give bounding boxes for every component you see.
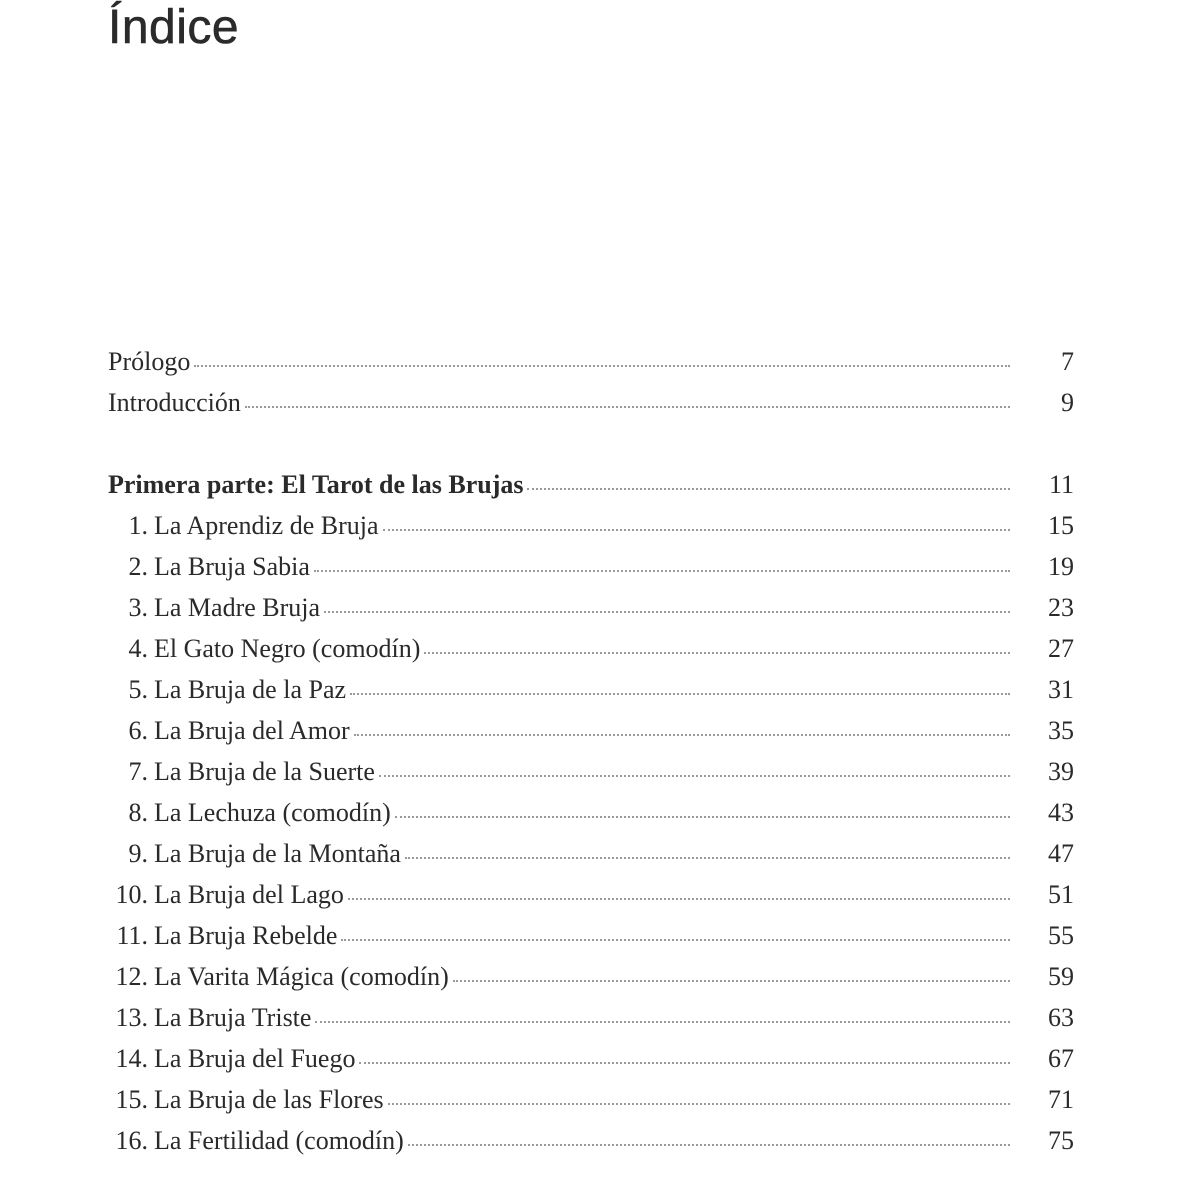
chapter-number: 9.	[128, 839, 148, 868]
chapter-number: 10.	[115, 880, 148, 909]
toc-chapter-entry	[108, 587, 1074, 628]
dot-leader	[453, 980, 1010, 982]
chapter-number: 4.	[128, 634, 148, 663]
chapter-number: 3.	[128, 593, 148, 622]
chapter-title: La Bruja del Lago	[154, 880, 344, 909]
chapter-number: 15.	[115, 1085, 148, 1114]
toc-chapter-entry	[108, 1038, 1074, 1079]
chapter-page: 39	[1048, 757, 1074, 786]
toc-chapter-entry	[108, 628, 1074, 669]
chapter-page: 19	[1048, 552, 1074, 581]
dot-leader	[324, 611, 1010, 613]
dot-leader	[194, 365, 1010, 367]
chapter-number: 13.	[115, 1003, 148, 1032]
dot-leader	[408, 1144, 1010, 1146]
chapter-page: 31	[1048, 675, 1074, 704]
toc-entry-label: Prólogo	[108, 347, 191, 376]
toc-entry-label: Introducción	[108, 388, 241, 417]
chapter-page: 35	[1048, 716, 1074, 745]
chapter-title: La Aprendiz de Bruja	[154, 511, 379, 540]
chapter-number: 16.	[115, 1126, 148, 1155]
dot-leader	[350, 693, 1010, 695]
toc-part-page: 11	[1048, 470, 1074, 499]
dot-leader	[405, 857, 1010, 859]
chapter-page: 71	[1048, 1085, 1074, 1114]
chapter-title: El Gato Negro (comodín)	[154, 634, 421, 663]
table-of-contents	[108, 341, 1074, 1161]
toc-chapter-entry	[108, 874, 1074, 915]
dot-leader	[341, 939, 1010, 941]
chapter-title: La Madre Bruja	[154, 593, 321, 622]
chapter-number: 12.	[115, 962, 148, 991]
toc-entry-prologo	[108, 341, 1074, 382]
chapter-page: 15	[1048, 511, 1074, 540]
toc-entry-page: 7	[1061, 347, 1074, 376]
chapter-page: 67	[1048, 1044, 1074, 1073]
toc-chapter-entry	[108, 1120, 1074, 1161]
toc-chapter-entry	[108, 751, 1074, 792]
toc-chapter-entry	[108, 669, 1074, 710]
toc-chapter-entry	[108, 915, 1074, 956]
chapter-title: La Bruja Sabia	[154, 552, 310, 581]
chapter-number: 14.	[115, 1044, 148, 1073]
chapter-page: 43	[1048, 798, 1074, 827]
chapter-page: 47	[1048, 839, 1074, 868]
toc-entry-introduccion	[108, 382, 1074, 423]
chapter-title: La Bruja del Amor	[154, 716, 350, 745]
chapter-title: La Lechuza (comodín)	[154, 798, 391, 827]
toc-chapter-entry	[108, 546, 1074, 587]
chapter-number: 7.	[128, 757, 148, 786]
chapter-page: 23	[1048, 593, 1074, 622]
chapter-page: 75	[1048, 1126, 1074, 1155]
dot-leader	[315, 1021, 1010, 1023]
toc-part-label: Primera parte: El Tarot de las Brujas	[108, 470, 524, 499]
chapter-page: 55	[1048, 921, 1074, 950]
dot-leader	[359, 1062, 1010, 1064]
dot-leader	[527, 488, 1010, 490]
chapter-number: 2.	[128, 552, 148, 581]
chapter-page: 63	[1048, 1003, 1074, 1032]
toc-chapter-entry	[108, 792, 1074, 833]
toc-entry-page: 9	[1061, 388, 1074, 417]
chapter-title: La Bruja de la Montaña	[154, 839, 401, 868]
toc-chapter-entry	[108, 956, 1074, 997]
toc-chapter-entry	[108, 710, 1074, 751]
dot-leader	[314, 570, 1010, 572]
toc-chapter-entry	[108, 833, 1074, 874]
dot-leader	[388, 1103, 1010, 1105]
dot-leader	[245, 406, 1010, 408]
chapter-title: La Bruja de la Suerte	[154, 757, 375, 786]
chapter-title: La Varita Mágica (comodín)	[154, 962, 449, 991]
toc-chapter-entry	[108, 505, 1074, 546]
chapter-title: La Bruja Rebelde	[154, 921, 338, 950]
chapter-title: La Bruja de las Flores	[154, 1085, 384, 1114]
chapter-title: La Fertilidad (comodín)	[154, 1126, 404, 1155]
chapter-page: 51	[1048, 880, 1074, 909]
chapter-number: 8.	[128, 798, 148, 827]
chapter-title: La Bruja del Fuego	[154, 1044, 356, 1073]
toc-part-heading	[108, 464, 1074, 505]
dot-leader	[395, 816, 1010, 818]
dot-leader	[383, 529, 1010, 531]
dot-leader	[379, 775, 1010, 777]
chapter-page: 27	[1048, 634, 1074, 663]
chapter-page: 59	[1048, 962, 1074, 991]
chapter-number: 5.	[128, 675, 148, 704]
toc-chapter-entry	[108, 997, 1074, 1038]
dot-leader	[354, 734, 1010, 736]
dot-leader	[424, 652, 1010, 654]
chapter-title: La Bruja de la Paz	[154, 675, 347, 704]
dot-leader	[348, 898, 1010, 900]
toc-chapter-entry	[108, 1079, 1074, 1120]
page-title: Índice	[108, 1, 240, 54]
chapter-title: La Bruja Triste	[154, 1003, 312, 1032]
chapter-number: 1.	[128, 511, 148, 540]
chapter-number: 6.	[128, 716, 148, 745]
chapter-list	[108, 505, 1074, 1161]
chapter-number: 11.	[116, 921, 148, 950]
